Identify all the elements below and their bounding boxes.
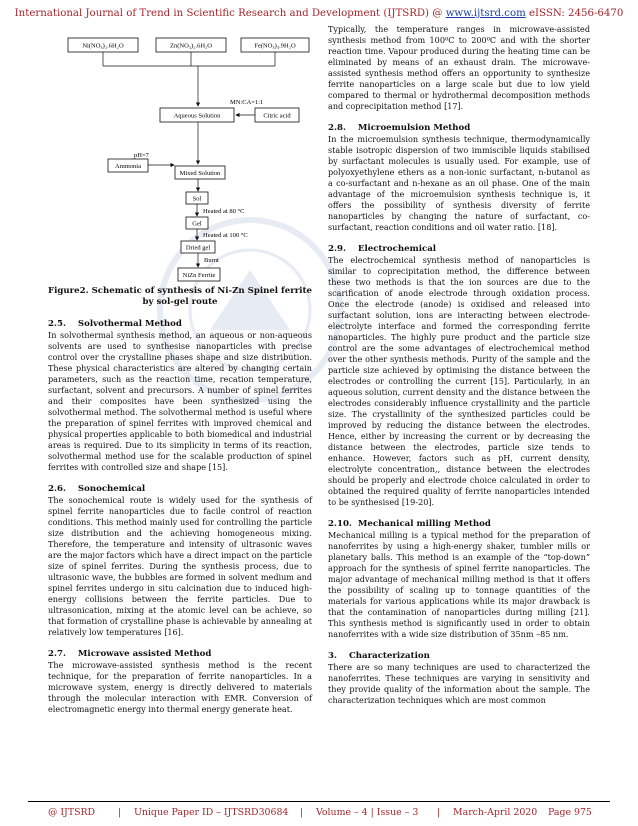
section-2-6-text: The sonochemical route is widely used for the synthesis of spinel ferrite nanoparticles due to facile control of reaction conditions. This method mainly used for controlling the particle size distribution and the achieving homogeneous mixing. Therefore, the temperature and intensity of ultrasonic waves are the major factors which have a direct impact on the particle size of spinel ferrites. During the synthesis process, due to ultrasonic wave, the bubbles are formed in solvent medium and spinel ferrites undergo in situ calcination due to induced high-energy collisions between the ferrite particles. Due to ultrasonication, mixing at the atomic level can be achieve, so that formation of crystalline phase is achievable by annealing at relatively low temperatures [16]. — [48, 495, 312, 637]
footer-sep-3: | — [437, 807, 441, 818]
footer-sep-1: | — [118, 807, 122, 818]
section-2-8-text: In the microemulsion synthesis technique, thermodynamically stable isotropic dispersion of two immiscible liquids stabilised by surfactant molecules is usually used. For example, use of polyoxyethylene ethers as a non-ionic surfactant, n-butanol as a co-surfactant and n-hexane as an oil phase. One of the main advantage of the microemulsion synthesis technique is, it offers the possibility of synthesis diversity of ferrite nanoparticles by changing the nature of surfactant, co-surfactant, reaction conditions and oil water ratio. [18]. — [328, 134, 590, 232]
footer-page: Page 975 — [548, 807, 592, 818]
journal-name: International Journal of Trend in Scientific Research and Development (IJTSRD) @ — [14, 8, 446, 19]
footer-volume: Volume – 4 | Issue – 3 — [316, 807, 419, 818]
synthesis-flowchart — [48, 32, 312, 284]
issn: eISSN: 2456-6470 — [525, 8, 624, 19]
caption-line-2: by sol-gel route — [142, 297, 218, 307]
section-3-title: 3. Characterization — [328, 651, 430, 661]
section-3-text: There are so many techniques are used to characterized the nanoferrites. These techniques are varying in sensitivity and they provide quality of the information about the sample. The characterization techniques which are most common — [328, 662, 590, 705]
footer-journal: @ IJTSRD — [48, 807, 96, 818]
footer-divider — [28, 801, 610, 802]
label-ammonia: Ammonia — [115, 163, 141, 170]
label-aqueous: Aqueous Solution — [173, 112, 221, 120]
section-2-10-text: Mechanical milling is a typical method for the preparation of nanoferrites by using a high-energy shaker, tumbler mills or planetary balls. This method is an example of the “top-down” approach for the synthesis of spinel ferrite nanoparticles. The major advantage of mechanical milling method is that it offers the possibility of scaling up to tonnage quantities of the materials for various applications while its major drawback is that the contamination of nanoparticles during milling [21]. This synthesis method is significantly used in order to obtain nanoferrites with a wide size distribution of 35nm –85 nm. — [328, 530, 590, 639]
section-2-10-title: 2.10. Mechanical milling Method — [328, 519, 491, 529]
section-2-7-title: 2.7. Microwave assisted Method — [48, 649, 212, 659]
section-2-6-title: 2.6. Sonochemical — [48, 484, 146, 494]
label-heated-100: Heated at 100 °C — [203, 232, 248, 239]
footer-date: March-April 2020 — [453, 807, 538, 818]
microwave-continued-text: Typically, the temperature ranges in microwave-assisted synthesis method from 100⁰C to 200⁰C and with the shorter reaction time. Vapour produced during the heating time can be eliminated by means of an exhaust drain. The microwave-assisted synthesis method offers an opportunity to synthesize ferrite nanoparticles on a large scale but due to low yield compared to thermal or hydrothermal decomposition methods and coprecipitation method [17]. — [328, 24, 590, 111]
label-burnt: Burnt — [204, 257, 219, 264]
section-2-5-title: 2.5. Solvothermal Method — [48, 319, 182, 329]
figure-caption — [48, 286, 312, 308]
right-column — [328, 24, 590, 706]
label-nizn: NiZn Ferrite — [182, 272, 216, 279]
section-2-8-title: 2.8. Microemulsion Method — [328, 123, 471, 133]
section-2-5-text: In solvothermal synthesis method, an aqueous or non-aqueous solvents are used to synthesise nanoparticles with precise control over the crystalline phases shape and size distribution. These physical characteristics are altered by changing certain parameters, such as the reaction time, recation temperature, surfactant, solvent and precursors. A number of spinel ferrites and their composites have been synthesized using the solvothermal method. The solvothermal method is useful where the preparation of spinel ferrites with improved chemical and physical properties applicable to both biomedical and industrial areas is required. Due to its simplicity in terms of its reaction, solvothermal method use for the scalable production of spinel ferrites with controlled size and shape [15]. — [48, 330, 312, 472]
label-citric: Citric acid — [263, 112, 291, 120]
footer-paper-id: Unique Paper ID – IJTSRD30684 — [134, 807, 289, 818]
left-column — [48, 32, 312, 715]
label-ph: pH=7 — [134, 152, 149, 159]
label-ni-nitrate: Ni(NO₃)₂.6H₂O — [82, 42, 124, 50]
section-2-9-title: 2.9. Electrochemical — [328, 244, 437, 254]
label-gel: Gel — [192, 220, 202, 228]
label-mixed: Mixed Solution — [179, 170, 221, 177]
section-2-9-text: The electrochemical synthesis method of nanoparticles is similar to coprecipitation method, the difference between these two methods is that the ion sources are due to the scarification of anode electrode through oxidation process. Once the electrode (anode) is oxidised and released into surfactant solution, ions are interacting between electrode-electrolyte interface and formed the corresponding ferrite nanoparticles. The highly pure product and the particle size control are the some advantages of electrochemical method over the other synthesis methods. Purity of the sample and the particle size achieved by optimising the distance between the electrodes or controlling the current [15]. Particularly, in an aqueous solution, current density and the distance between the electrodes considerably influence crystallinity and the particle size. The crystallinity of the synthesized particles could be improved by reducing the distance between the electrodes. Hence, either by increasing the current or by decreasing the distance between the electrodes, particle size tends to enhance. However, factors such as pH, current density, electrolyte concentration,, distance between the electrodes should be properly and electrode choice calculated in order to obtained the required quality of ferrite nanoparticles intended to be synthesised [19-20]. — [328, 255, 590, 507]
journal-url-link[interactable]: www.ijtsrd.com — [445, 8, 526, 19]
label-zn-nitrate: Zn(NO₃)₂.6H₂O — [170, 42, 212, 50]
section-2-7-text: The microwave-assisted synthesis method is the recent technique, for the preparation of ferrite nanoparticles. In a microwave system, energy is directly delivered to materials through the molecular interaction with EMR. Conversion of electromagnetic energy into thermal energy generate heat. — [48, 660, 312, 714]
label-ratio: MN:CA=1:1 — [230, 99, 264, 106]
label-sol: Sol — [192, 195, 202, 203]
caption-line-1: Figure2. Schematic of synthesis of Ni-Zn Spinel ferrite — [48, 286, 312, 296]
label-dried: Dried gel — [185, 244, 211, 252]
label-fe-nitrate: Fe(NO₃)₃.9H₂O — [254, 42, 296, 50]
footer-sep-2: | — [300, 807, 304, 818]
label-heated-80: Heated at 80 °C — [203, 208, 245, 215]
page-header — [0, 8, 638, 19]
